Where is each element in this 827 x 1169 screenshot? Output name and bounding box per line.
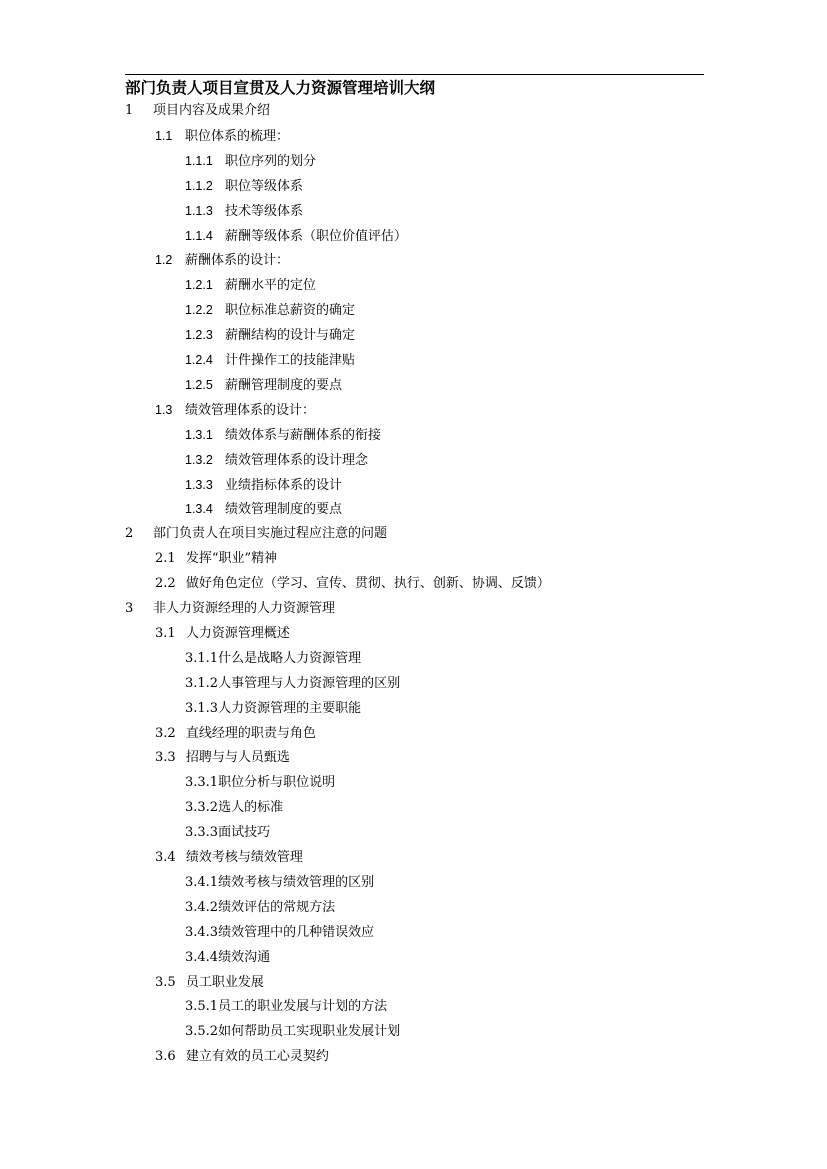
outline-item-level-2 xyxy=(155,847,303,869)
outline-item-level-2 xyxy=(155,573,550,595)
outline-item-text: 发挥“职业”精神 xyxy=(185,551,278,567)
outline-item-level-3 xyxy=(185,324,355,346)
outline-item-text: 职位等级体系 xyxy=(225,178,304,194)
outline-item-level-3 xyxy=(185,175,303,197)
outline-item-number: 3.3.1 xyxy=(185,775,219,791)
outline-item-number: 3.6 xyxy=(155,1049,176,1065)
outline-item-number: 1.3 xyxy=(155,402,173,417)
outline-item-level-1 xyxy=(125,523,387,545)
outline-item-level-3 xyxy=(185,1021,400,1043)
outline-item-level-1 xyxy=(125,598,335,620)
outline-item-level-2 xyxy=(155,125,289,147)
outline-item-number: 1.1 xyxy=(155,128,173,143)
outline-item-number: 3.4.3 xyxy=(185,924,219,940)
outline-item-text: 绩效体系与薪酬体系的衔接 xyxy=(225,427,382,443)
outline-item-number: 3.2 xyxy=(155,725,176,741)
outline-item-level-3 xyxy=(185,449,368,471)
outline-item-number: 1.2.4 xyxy=(185,353,213,367)
outline-item-text: 面试技巧 xyxy=(218,825,271,841)
outline-item-level-3 xyxy=(185,922,374,944)
outline-item-level-3 xyxy=(185,673,400,695)
outline-item-level-3 xyxy=(185,424,381,446)
outline-item-text: 薪酬等级体系（职位价值评估） xyxy=(225,228,408,244)
outline-item-level-3 xyxy=(185,498,342,520)
outline-item-text: 职位标准总薪资的确定 xyxy=(225,303,356,319)
outline-item-level-3 xyxy=(185,648,361,670)
outline-item-number: 1.1.2 xyxy=(185,178,213,193)
outline-item-number: 3.1 xyxy=(155,625,176,641)
outline-item-number: 1.2.3 xyxy=(185,328,213,343)
outline-item-text: 绩效评估的常规方法 xyxy=(218,899,336,915)
outline-item-number: 3.4 xyxy=(155,850,176,865)
outline-item-text: 职位序列的划分 xyxy=(225,153,317,169)
outline-item-level-2 xyxy=(155,747,290,769)
outline-item-number: 1.2.2 xyxy=(185,303,213,318)
outline-item-level-2 xyxy=(155,972,264,994)
outline-item-level-2 xyxy=(155,548,277,570)
outline-item-level-3 xyxy=(185,872,374,894)
outline-item-text: 职位体系的梳理： xyxy=(185,128,290,144)
outline-item-level-2 xyxy=(155,249,289,271)
outline-item-text: 人事管理与人力资源管理的区别 xyxy=(218,675,401,691)
outline-item-text: 部门负责人在项目实施过程应注意的问题 xyxy=(153,526,388,542)
outline-item-level-3 xyxy=(185,897,335,919)
outline-item-text: 项目内容及成果介绍 xyxy=(153,103,271,118)
outline-item-level-3 xyxy=(185,996,387,1018)
outline-item-number: 3 xyxy=(125,601,134,616)
outline-item-text: 技术等级体系 xyxy=(225,203,304,219)
outline-item-text: 人力资源管理的主要职能 xyxy=(218,700,362,716)
outline-item-text: 绩效管理制度的要点 xyxy=(225,502,343,518)
outline-item-number: 1.1.1 xyxy=(185,153,213,168)
outline-item-text: 非人力资源经理的人力资源管理 xyxy=(153,601,336,616)
outline-item-number: 3.3 xyxy=(155,750,176,766)
outline-item-text: 绩效考核与绩效管理 xyxy=(185,850,303,865)
outline-item-number: 3.5 xyxy=(155,974,176,990)
header-rule xyxy=(125,74,704,75)
outline-item-level-3 xyxy=(185,274,316,296)
outline-item-level-3 xyxy=(185,772,335,794)
outline-item-level-3 xyxy=(185,698,361,720)
outline-item-level-2 xyxy=(155,723,316,745)
outline-item-text: 薪酬水平的定位 xyxy=(225,278,317,294)
page-title: 部门负责人项目宣贯及人力资源管理培训大纲 xyxy=(125,78,436,97)
outline-item-text: 职位分析与职位说明 xyxy=(218,775,336,791)
outline-item-text: 什么是战略人力资源管理 xyxy=(218,650,362,666)
outline-item-level-3 xyxy=(185,474,342,496)
outline-item-text: 员工的职业发展与计划的方法 xyxy=(218,999,388,1015)
outline-item-text: 选人的标准 xyxy=(218,800,284,816)
outline-item-text: 如何帮助员工实现职业发展计划 xyxy=(218,1024,401,1040)
outline-item-number: 3.5.1 xyxy=(185,999,219,1015)
outline-item-text: 人力资源管理概述 xyxy=(185,625,290,641)
outline-item-number: 1.2.1 xyxy=(185,278,213,293)
outline-item-number: 1.2.5 xyxy=(185,377,213,392)
outline-item-number: 1.3.1 xyxy=(185,427,213,442)
outline-item-number: 1.3.3 xyxy=(185,477,213,492)
outline-item-level-2 xyxy=(155,623,290,645)
outline-item-text: 绩效管理体系的设计： xyxy=(185,402,316,418)
outline-item-text: 计件操作工的技能津贴 xyxy=(225,353,356,368)
outline-item-number: 3.4.2 xyxy=(185,899,219,915)
outline-item-level-2 xyxy=(155,399,315,421)
outline-item-number: 2.2 xyxy=(155,576,176,592)
outline-item-level-1 xyxy=(125,100,270,122)
outline-item-text: 员工职业发展 xyxy=(185,974,264,990)
outline-item-text: 业绩指标体系的设计 xyxy=(225,477,343,493)
outline-item-number: 1.3.2 xyxy=(185,452,213,467)
outline-item-level-3 xyxy=(185,200,303,222)
outline-item-level-3 xyxy=(185,349,355,371)
outline-item-level-3 xyxy=(185,822,270,844)
outline-item-number: 3.3.2 xyxy=(185,800,219,816)
outline-item-level-3 xyxy=(185,150,316,172)
outline-item-number: 1 xyxy=(125,103,134,118)
outline-item-level-3 xyxy=(185,225,407,247)
outline-item-number: 3.1.2 xyxy=(185,675,219,691)
outline-item-number: 1.2 xyxy=(155,253,173,268)
outline-item-text: 建立有效的员工心灵契约 xyxy=(185,1049,329,1065)
outline-item-level-2 xyxy=(155,1046,329,1068)
outline-item-text: 做好角色定位（学习、宣传、贯彻、执行、创新、协调、反馈） xyxy=(185,576,550,592)
outline-item-text: 招聘与与人员甄选 xyxy=(185,750,290,766)
outline-item-number: 2.1 xyxy=(155,551,176,567)
outline-item-number: 1.1.4 xyxy=(185,228,213,243)
outline-item-text: 直线经理的职责与角色 xyxy=(185,725,316,741)
outline-item-text: 绩效管理体系的设计理念 xyxy=(225,452,369,468)
outline-item-number: 3.1.3 xyxy=(185,700,219,716)
outline-item-number: 3.4.1 xyxy=(185,874,219,890)
outline-item-number: 1.1.3 xyxy=(185,203,213,218)
outline-item-level-3 xyxy=(185,299,355,321)
outline-item-text: 绩效考核与绩效管理的区别 xyxy=(218,874,375,890)
outline-item-text: 薪酬管理制度的要点 xyxy=(225,377,343,393)
outline-item-number: 3.5.2 xyxy=(185,1024,219,1040)
outline-item-text: 绩效沟通 xyxy=(218,949,271,965)
outline-item-number: 1.3.4 xyxy=(185,502,213,517)
outline-item-text: 薪酬体系的设计： xyxy=(185,253,290,269)
outline-item-text: 薪酬结构的设计与确定 xyxy=(225,328,356,344)
outline-item-number: 2 xyxy=(125,526,134,542)
outline-item-number: 3.3.3 xyxy=(185,825,219,841)
outline-item-level-3 xyxy=(185,374,342,396)
outline-item-level-3 xyxy=(185,947,270,969)
outline-item-level-3 xyxy=(185,797,283,819)
outline-item-number: 3.4.4 xyxy=(185,949,219,965)
outline-item-text: 绩效管理中的几种错误效应 xyxy=(218,924,375,940)
outline-item-number: 3.1.1 xyxy=(185,650,219,666)
